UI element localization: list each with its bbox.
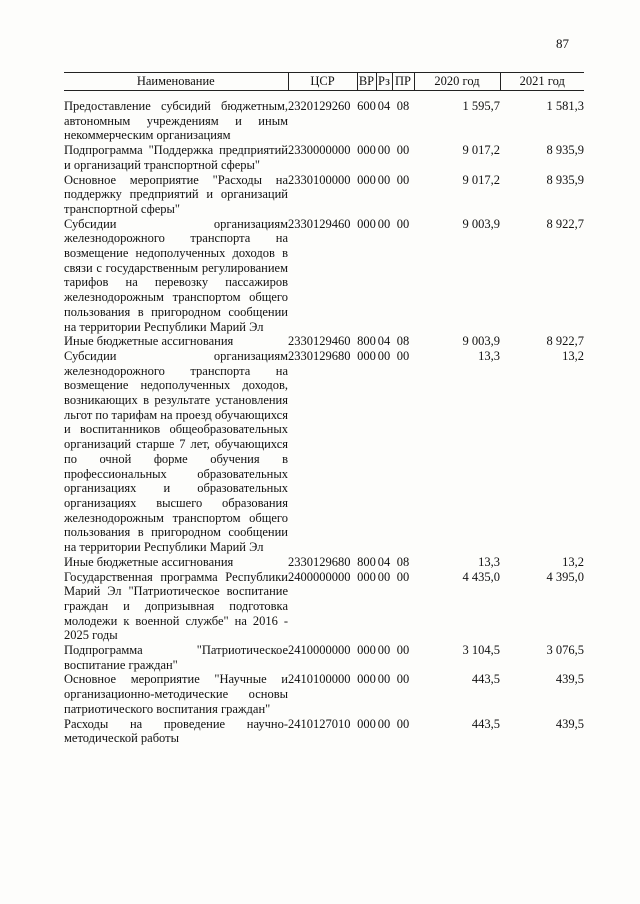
row-pr: 08 — [396, 554, 410, 569]
row-vr: 800 — [357, 554, 376, 569]
table-row — [64, 91, 584, 144]
row-vr: 000 — [357, 172, 376, 187]
row-csr: 2330100000 — [288, 172, 351, 187]
header-2020: 2020 год — [414, 73, 500, 91]
table-header-row — [64, 73, 584, 91]
header-name: Наименование — [64, 73, 288, 91]
row-2021: 8 935,9 — [546, 143, 584, 158]
table-row — [64, 173, 584, 217]
row-rz: 00 — [377, 643, 391, 658]
row-pr: 00 — [396, 216, 410, 231]
page-number: 87 — [556, 36, 569, 51]
row-2021: 13,2 — [562, 554, 584, 569]
row-csr: 2330129460 — [288, 216, 351, 231]
row-csr: 2330000000 — [288, 143, 351, 158]
table-row — [64, 643, 584, 672]
table-row — [64, 555, 584, 570]
row-2020: 3 104,5 — [462, 643, 500, 658]
budget-table — [64, 72, 584, 746]
row-2020: 9 003,9 — [462, 216, 500, 231]
header-csr: ЦСР — [288, 73, 357, 91]
row-csr: 2410000000 — [288, 643, 351, 658]
row-pr: 00 — [396, 672, 410, 687]
row-pr: 00 — [396, 643, 410, 658]
row-pr: 08 — [396, 99, 410, 113]
row-pr: 00 — [396, 348, 410, 363]
row-2020: 443,5 — [471, 716, 500, 731]
row-name: Основное мероприятие "Научные и организационно-методические основы патриотического воспитания граждан" — [64, 672, 288, 716]
header-pr: ПР — [392, 73, 414, 91]
row-2021: 13,2 — [562, 348, 584, 363]
row-2021: 4 395,0 — [546, 569, 584, 584]
row-csr: 2330129460 — [288, 334, 351, 349]
row-2021: 8 922,7 — [546, 334, 584, 349]
row-2021: 1 581,3 — [546, 99, 584, 113]
row-rz: 04 — [377, 554, 391, 569]
row-vr: 000 — [357, 216, 376, 231]
row-2020: 13,3 — [478, 348, 500, 363]
row-rz: 00 — [377, 569, 391, 584]
row-csr: 2330129680 — [288, 348, 351, 363]
row-csr: 2400000000 — [288, 569, 351, 584]
row-2021: 8 922,7 — [546, 216, 584, 231]
row-vr: 000 — [357, 569, 376, 584]
row-pr: 00 — [396, 143, 410, 158]
row-2021: 439,5 — [555, 716, 584, 731]
row-pr: 00 — [396, 716, 410, 731]
row-vr: 000 — [357, 348, 376, 363]
table-row — [64, 672, 584, 716]
row-rz: 04 — [377, 99, 391, 113]
row-rz: 00 — [377, 716, 391, 731]
row-name: Субсидии организациям железнодорожного транспорта на возмещение недополученных доходов в связи с государственным регулированием тарифов на перевозку пассажиров железнодорожным транспортом общего пользования в пригородном сообщении на территории Республики Марий Эл — [64, 216, 288, 334]
row-vr: 000 — [357, 643, 376, 658]
row-pr: 08 — [396, 334, 410, 349]
row-vr: 000 — [357, 143, 376, 158]
table-row — [64, 349, 584, 555]
row-csr: 2410100000 — [288, 672, 351, 687]
table-row — [64, 217, 584, 335]
row-rz: 00 — [377, 672, 391, 687]
row-rz: 00 — [377, 143, 391, 158]
row-name: Субсидии организациям железнодорожного транспорта на возмещение недополученных доходов, возникающих в результате установления льгот по тарифам на проезд обучающихся и воспитанников общеобразовательных организаций старше 7 лет, обучающихся по очной форме обучения в профессиональных образовательных организациях и образовательных организациях высшего образования железнодорожным транспортом общего пользования в пригородном сообщении на территории Республики Марий Эл — [64, 348, 288, 555]
header-2021: 2021 год — [500, 73, 584, 91]
row-vr: 000 — [357, 716, 376, 731]
row-2020: 9 017,2 — [462, 143, 500, 158]
table-row — [64, 334, 584, 349]
row-2021: 3 076,5 — [546, 643, 584, 658]
row-2020: 13,3 — [478, 554, 500, 569]
row-name: Иные бюджетные ассигнования — [64, 554, 234, 569]
row-name: Подпрограмма "Патриотическое воспитание граждан" — [64, 643, 288, 672]
row-name: Подпрограмма "Поддержка предприятий и организаций транспортной сферы" — [64, 143, 288, 172]
row-rz: 00 — [377, 216, 391, 231]
row-2021: 8 935,9 — [546, 172, 584, 187]
row-2020: 9 017,2 — [462, 172, 500, 187]
row-name: Расходы на проведение научно-методической работы — [64, 716, 288, 746]
row-rz: 00 — [377, 172, 391, 187]
row-rz: 00 — [377, 348, 391, 363]
row-name: Иные бюджетные ассигнования — [64, 334, 234, 349]
row-name: Государственная программа Республики Марий Эл "Патриотическое воспитание граждан и допризывная подготовка молодежи к военной службе" на 2016 - 2025 годы — [64, 569, 288, 643]
row-vr: 000 — [357, 672, 376, 687]
row-2020: 443,5 — [471, 672, 500, 687]
row-vr: 800 — [357, 334, 376, 349]
row-name: Предоставление субсидий бюджетным, автономным учреждениям и иным некоммерческим организациям — [64, 99, 288, 143]
row-csr: 2330129680 — [288, 554, 351, 569]
header-rz: Рз — [376, 73, 392, 91]
table-row — [64, 717, 584, 746]
row-rz: 04 — [377, 334, 391, 349]
row-pr: 00 — [396, 569, 410, 584]
row-pr: 00 — [396, 172, 410, 187]
row-name: Основное мероприятие "Расходы на поддержку предприятий и организаций транспортной сферы" — [64, 172, 288, 216]
row-2020: 1 595,7 — [462, 99, 500, 113]
table-row — [64, 143, 584, 172]
row-vr: 600 — [357, 99, 376, 113]
row-csr: 2320129260 — [288, 99, 351, 113]
header-vr: ВР — [357, 73, 376, 91]
row-2021: 439,5 — [555, 672, 584, 687]
row-2020: 9 003,9 — [462, 334, 500, 349]
table-row — [64, 570, 584, 644]
row-2020: 4 435,0 — [462, 569, 500, 584]
row-csr: 2410127010 — [288, 716, 351, 731]
